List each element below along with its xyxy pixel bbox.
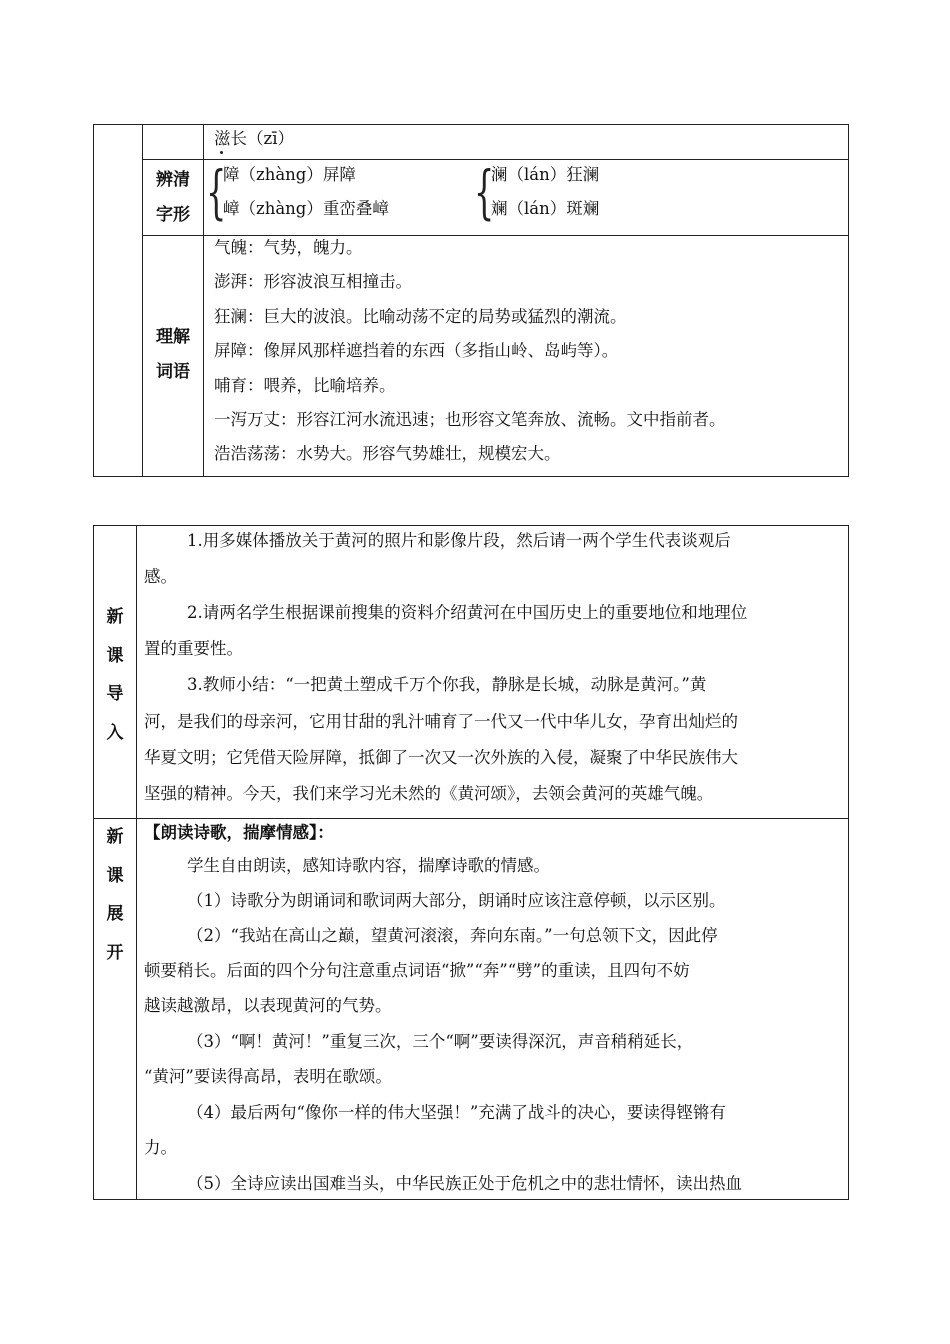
emphasis-dot	[220, 151, 223, 154]
section-heading: 【朗读诗歌，揣摩情感】：	[144, 823, 334, 842]
pronunciation-note: 滋长（zī）	[214, 129, 294, 148]
label-char: 导	[106, 684, 124, 704]
develop-line: 力。	[144, 1138, 177, 1157]
row-label-understand-line2: 词语	[156, 362, 190, 382]
section-label-intro	[94, 598, 136, 752]
row-divider	[94, 818, 848, 819]
row-divider	[142, 159, 848, 160]
develop-line: 学生自由朗读，感知诗歌内容，揣摩诗歌的情感。	[187, 856, 550, 875]
definition-item: 澎湃：形容波浪互相撞击。	[214, 272, 412, 291]
intro-line: 3.教师小结：“一把黄土塑成千万个你我，静脉是长城，动脉是黄河。”黄	[187, 675, 707, 694]
vocabulary-table	[93, 124, 849, 477]
label-char: 入	[106, 722, 124, 743]
label-char: 课	[106, 645, 124, 666]
definition-item: 哺育：喂养，比喻培养。	[214, 376, 396, 395]
lesson-table	[93, 525, 849, 1200]
label-char: 展	[106, 904, 124, 924]
char-item: 障（zhàng）屏障	[223, 165, 356, 184]
develop-line: （3）“啊！黄河！”重复三次，三个“啊”要读得深沉，声音稍稍延长，	[187, 1032, 694, 1051]
intro-line: 感。	[144, 567, 177, 586]
row-divider	[142, 235, 848, 236]
develop-line: （4）最后两句“像你一样的伟大坚强！”充满了战斗的决心，要读得铿锵有	[187, 1103, 726, 1122]
intro-line: 2.请两名学生根据课前搜集的资料介绍黄河在中国历史上的重要地位和地理位	[187, 603, 748, 622]
row-label-understand-line1: 理解	[156, 327, 190, 347]
definition-item: 狂澜：巨大的波浪。比喻动荡不定的局势或猛烈的潮流。	[214, 307, 627, 326]
intro-line: 置的重要性。	[144, 639, 243, 658]
develop-line: 越读越激昂，以表现黄河的气势。	[144, 996, 392, 1015]
char-item: 嶂（zhàng）重峦叠嶂	[223, 199, 389, 218]
develop-line: （5）全诗应读出国难当头，中华民族正处于危机之中的悲壮情怀，读出热血	[187, 1174, 742, 1193]
intro-line: 华夏文明；它凭借天险屏障，抵御了一次又一次外族的入侵，凝聚了中华民族伟大	[144, 748, 738, 767]
row-label-distinguish-line2: 字形	[156, 205, 190, 225]
definition-item: 气魄：气势，魄力。	[214, 238, 363, 257]
label-char: 新	[106, 827, 124, 847]
develop-line: “黄河”要读得高昂，表明在歌颂。	[144, 1067, 392, 1086]
label-char: 新	[106, 607, 124, 627]
intro-line: 坚强的精神。今天，我们来学习光未然的《黄河颂》，去领会黄河的英雄气魄。	[144, 784, 714, 803]
column-divider	[142, 125, 143, 476]
definition-item: 浩浩荡荡：水势大。形容气势雄壮，规模宏大。	[214, 444, 561, 463]
char-item: 澜（lán）狂澜	[491, 165, 600, 184]
brace-left: {	[206, 158, 227, 226]
develop-line: （1）诗歌分为朗诵词和歌词两大部分，朗诵时应该注意停顿，以示区别。	[187, 891, 726, 910]
develop-line: 顿要稍长。后面的四个分句注意重点词语“掀”“奔”“劈”的重读，且四句不妨	[144, 961, 690, 980]
develop-line: （2）“我站在高山之巅，望黄河滚滚，奔向东南。”一句总领下文，因此停	[187, 926, 718, 945]
definition-item: 一泻万丈：形容江河水流迅速；也形容文笔奔放、流畅。文中指前者。	[214, 410, 726, 429]
intro-line: 河，是我们的母亲河，它用甘甜的乳汁哺育了一代又一代中华儿女，孕育出灿烂的	[144, 712, 738, 731]
row-label-distinguish-line1: 辨清	[156, 170, 190, 190]
section-label-develop	[94, 818, 136, 972]
intro-line: 1.用多媒体播放关于黄河的照片和影像片段，然后请一两个学生代表谈观后	[187, 531, 731, 550]
definition-item: 屏障：像屏风那样遮挡着的东西（多指山岭、岛屿等）。	[214, 341, 619, 360]
column-divider	[136, 526, 137, 1199]
char-item: 斓（lán）斑斓	[491, 199, 600, 218]
label-char: 开	[106, 942, 124, 963]
brace-right: {	[474, 158, 495, 226]
label-char: 课	[106, 865, 124, 886]
column-divider	[203, 125, 204, 476]
